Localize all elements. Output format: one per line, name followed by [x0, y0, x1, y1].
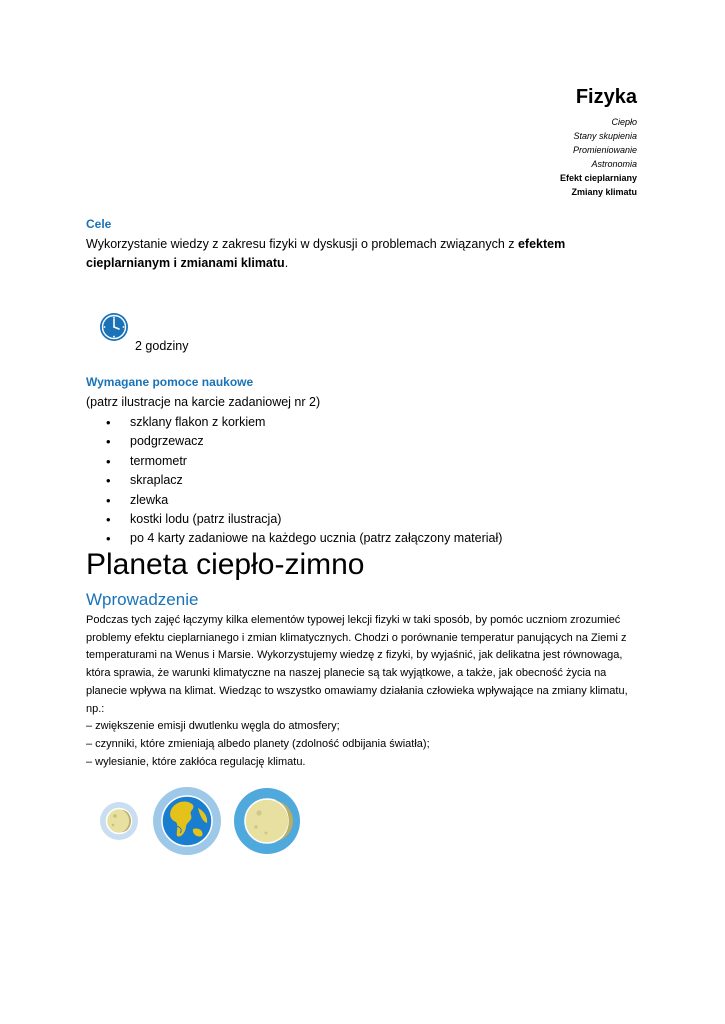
- goals-heading: Cele: [86, 217, 112, 231]
- topic-item: Ciepło: [611, 117, 637, 127]
- goals-text-start: Wykorzystanie wiedzy z zakresu fizyki w dyskusji o problemach związanych z: [86, 237, 518, 251]
- topic-item: Efekt cieplarniany: [559, 173, 637, 183]
- intro-paragraph: [86, 612, 646, 771]
- list-item: • skraplacz: [86, 471, 502, 490]
- aids-note: (patrz ilustracje na karcie zadaniowej nr 2): [86, 395, 321, 409]
- main-title: Planeta ciepło-zimno: [86, 548, 365, 581]
- paragraph-line: np.:: [86, 702, 105, 715]
- paragraph-line: – zwiększenie emisji dwutlenku węgla do atmosfery;: [86, 720, 340, 733]
- venus-icon: [234, 788, 300, 854]
- topic-item: Zmiany klimatu: [571, 187, 637, 197]
- subject-title: Fizyka: [575, 86, 637, 108]
- paragraph-line: problemy efektu cieplarnianego i zmian klimatycznych. Chodzi o porównanie temperatur panujących na Ziemi z: [86, 631, 627, 644]
- list-item: • szklany flakon z korkiem: [86, 413, 502, 432]
- goals-text-end: .: [284, 256, 289, 270]
- list-item: • zlewka: [86, 491, 502, 510]
- earth-icon: [153, 787, 221, 855]
- paragraph-line: temperaturami na Wenus i Marsie. Wykorzystujemy wiedzę z fizyki, by wyjaśnić, jak delikatna jest równowaga,: [86, 649, 623, 662]
- topic-item: Astronomia: [591, 159, 637, 169]
- planets-illustration: [96, 786, 306, 863]
- paragraph-line: – czynniki, które zmieniają albedo planety (zdolność odbijania światła);: [86, 737, 430, 750]
- list-item: • po 4 karty zadaniowe na każdego ucznia (patrz załączony materiał): [86, 529, 502, 548]
- topic-item: Promieniowanie: [572, 145, 637, 155]
- aids-list: [86, 413, 502, 549]
- paragraph-line: Podczas tych zajęć łączymy kilka elementów typowej lekcji fizyki w taki sposób, by pomóc uczniom zrozumieć: [86, 614, 621, 626]
- goals-text-emphasis: efektem cieplarnianym i zmianami klimatu: [86, 237, 566, 270]
- paragraph-line: która sprawia, że warunki klimatyczne na naszej planecie są tak wyjątkowe, a także, jak obecność życia na: [86, 667, 607, 680]
- topic-item: Stany skupienia: [573, 131, 637, 141]
- goals-text: [86, 235, 646, 273]
- clock-icon: [99, 312, 129, 347]
- small-planet-icon: [100, 802, 138, 840]
- paragraph-line: planecie wpływa na klimat. Wiedząc to wszystko omawiamy działania człowieka wpływające na zmiany klimatu,: [86, 684, 628, 697]
- aids-heading: Wymagane pomoce naukowe: [86, 375, 254, 389]
- intro-heading: Wprowadzenie: [86, 590, 199, 609]
- paragraph-line: – wylesianie, które zakłóca regulację klimatu.: [86, 755, 306, 768]
- list-item: • kostki lodu (patrz ilustracja): [86, 510, 502, 529]
- list-item: • termometr: [86, 452, 502, 471]
- list-item: • podgrzewacz: [86, 432, 502, 451]
- duration-label: 2 godziny: [135, 339, 189, 353]
